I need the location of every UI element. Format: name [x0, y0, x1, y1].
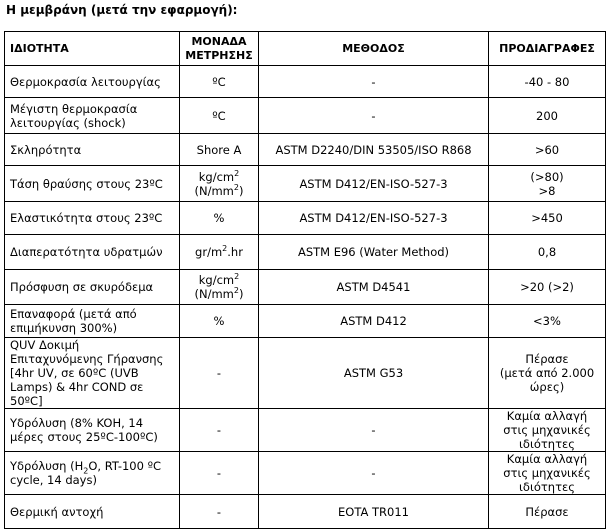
- table-row: [5, 495, 606, 529]
- spec-cell: [489, 338, 606, 409]
- property-cell: Τάση θραύσης στους 23ºC: [5, 166, 180, 202]
- table-row: [5, 166, 606, 202]
- header-unit-line2: ΜΕΤΡΗΣΗΣ: [185, 48, 253, 62]
- header-unit: [180, 32, 259, 66]
- spec-cell: 0,8: [489, 235, 606, 270]
- spec-cell: Καμία αλλαγή στις μηχανικές ιδιότητες: [489, 452, 606, 495]
- method-cell: -: [259, 452, 489, 495]
- table-row: [5, 305, 606, 338]
- spec-line: (>80): [530, 169, 564, 184]
- unit-cell: -: [180, 495, 259, 529]
- unit-cell: ºC: [180, 98, 259, 134]
- property-cell: Σκληρότητα: [5, 134, 180, 166]
- spec-cell: [489, 166, 606, 202]
- header-spec: ΠΡΟΔΙΑΓΡΑΦΕΣ: [489, 32, 606, 66]
- unit-text: kg/cm: [198, 273, 235, 287]
- table-row: [5, 202, 606, 235]
- unit-text: (N/mm: [194, 183, 234, 198]
- unit-cell: Shore A: [180, 134, 259, 166]
- header-method: ΜΕΘΟΔΟΣ: [259, 32, 489, 66]
- unit-cell: -: [180, 452, 259, 495]
- unit-text: ): [238, 287, 244, 301]
- header-unit-line1: ΜΟΝΑΔΑ: [191, 34, 247, 48]
- spec-line: (μετά από 2.000 ώρες): [499, 366, 595, 394]
- section-heading: Η μεμβράνη (μετά την εφαρμογή):: [6, 3, 238, 17]
- property-text: Υδρόλυση (H: [10, 459, 84, 473]
- property-cell: QUV Δοκιμή Επιταχυνόμενης Γήρανσης [4hr UV, σε 60ºC (UVB Lamps) & 4hr COND σε 50ºC]: [5, 338, 180, 409]
- spec-cell: Πέρασε: [489, 495, 606, 529]
- spec-cell: >60: [489, 134, 606, 166]
- property-text: O, RT-100 ºC cycle, 14 days): [10, 459, 162, 487]
- spec-cell: 200: [489, 98, 606, 134]
- table-row: [5, 270, 606, 305]
- spec-cell: >20 (>2): [489, 270, 606, 305]
- table-row: [5, 134, 606, 166]
- property-cell: Επαναφορά (μετά από επιμήκυνση 300%): [5, 305, 180, 338]
- unit-text: gr/m: [195, 245, 223, 259]
- property-subscript: 2: [83, 466, 89, 476]
- method-cell: ASTM D412: [259, 305, 489, 338]
- spec-cell: <3%: [489, 305, 606, 338]
- unit-cell: %: [180, 202, 259, 235]
- property-cell: Μέγιστη θερμοκρασία λειτουργίας (shock): [5, 98, 180, 134]
- unit-cell: ºC: [180, 66, 259, 98]
- unit-superscript: 2: [234, 272, 240, 282]
- unit-cell: [180, 270, 259, 305]
- method-cell: EOTA TR011: [259, 495, 489, 529]
- unit-superscript: 2: [222, 244, 228, 254]
- property-cell: Θερμική αντοχή: [5, 495, 180, 529]
- unit-text: .hr: [227, 245, 243, 259]
- unit-text: ): [238, 183, 244, 198]
- property-cell: Πρόσφυση σε σκυρόδεμα: [5, 270, 180, 305]
- method-cell: -: [259, 66, 489, 98]
- unit-cell: %: [180, 305, 259, 338]
- unit-superscript: 2: [233, 286, 239, 296]
- spec-line: >8: [538, 183, 556, 198]
- spec-cell: >450: [489, 202, 606, 235]
- header-property: ΙΔΙΟΤΗΤΑ: [5, 32, 180, 66]
- table-row: [5, 235, 606, 270]
- method-cell: -: [259, 409, 489, 452]
- method-cell: ASTM D412/EN-ISO-527-3: [259, 166, 489, 202]
- method-cell: ASTM D4541: [259, 270, 489, 305]
- spec-table: [4, 31, 606, 529]
- spec-line: Πέρασε: [525, 352, 569, 366]
- table-row: [5, 98, 606, 134]
- spec-cell: Καμία αλλαγή στις μηχανικές ιδιότητες: [489, 409, 606, 452]
- table-header-row: [5, 32, 606, 66]
- property-cell: Ελαστικότητα στους 23ºC: [5, 202, 180, 235]
- method-cell: -: [259, 98, 489, 134]
- method-cell: ASTM G53: [259, 338, 489, 409]
- unit-superscript: 2: [233, 182, 239, 192]
- unit-superscript: 2: [234, 168, 240, 178]
- method-cell: ASTM D2240/DIN 53505/ISO R868: [259, 134, 489, 166]
- property-cell: Διαπερατότητα υδρατμών: [5, 235, 180, 270]
- unit-cell: [180, 235, 259, 270]
- property-cell: Θερμοκρασία λειτουργίας: [5, 66, 180, 98]
- unit-text: kg/cm: [198, 169, 235, 184]
- table-row: [5, 409, 606, 452]
- unit-cell: [180, 166, 259, 202]
- method-cell: ASTM E96 (Water Method): [259, 235, 489, 270]
- unit-cell: -: [180, 338, 259, 409]
- spec-cell: -40 - 80: [489, 66, 606, 98]
- table-row: [5, 66, 606, 98]
- property-cell: [5, 452, 180, 495]
- unit-cell: -: [180, 409, 259, 452]
- table-row: [5, 452, 606, 495]
- table-row: [5, 338, 606, 409]
- unit-text: (N/mm: [194, 287, 234, 301]
- method-cell: ASTM D412/EN-ISO-527-3: [259, 202, 489, 235]
- property-cell: Υδρόλυση (8% KOH, 14 μέρες στους 25ºC-100ºC): [5, 409, 180, 452]
